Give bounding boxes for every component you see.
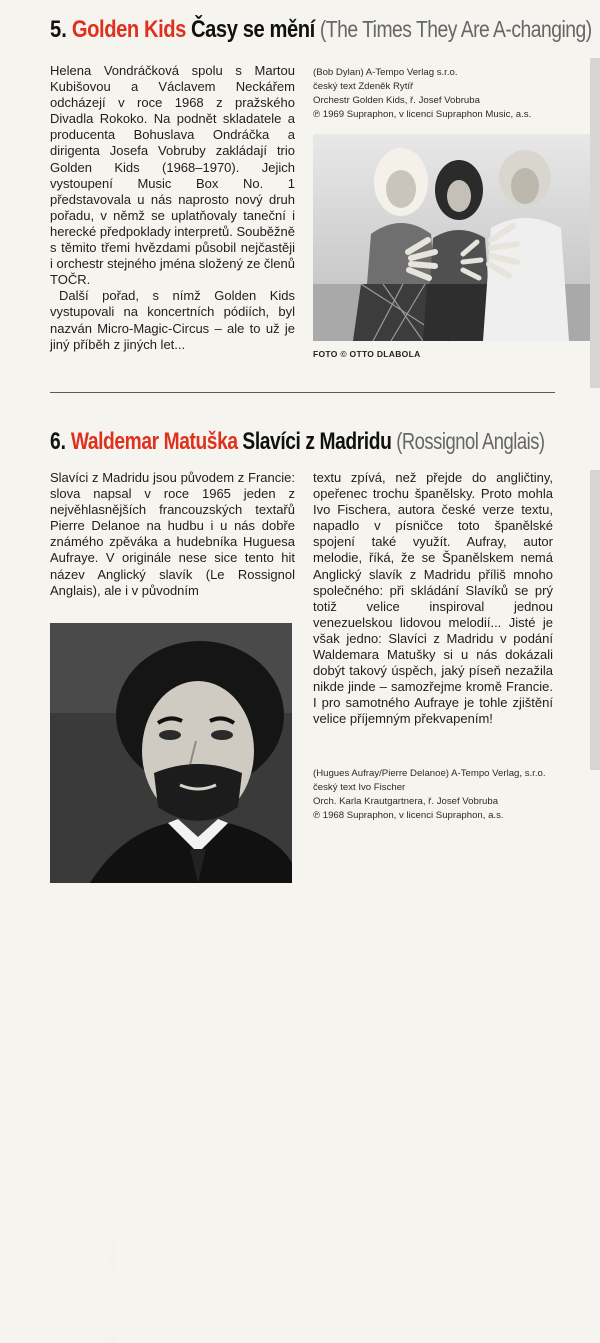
song-title: Časy se mění <box>191 16 315 43</box>
section-6-article-left <box>50 470 295 599</box>
photo-caption-vertical: FOTO © OTTO DLABOLA <box>108 1239 117 1343</box>
paragraph: Další pořad, s nímž Golden Kids vystupovali na koncertních pódiích, byl nazván Micro-Magic-Circus – ale to už je jiný příběh z jiných let... <box>50 288 295 352</box>
section-5-article <box>50 63 295 353</box>
page-edge-bleed <box>590 58 600 388</box>
track-number: 6. <box>50 428 67 455</box>
song-title: Slavíci z Madridu <box>242 428 392 455</box>
section-5-credits <box>313 66 531 122</box>
section-5-heading <box>50 16 592 44</box>
artist-name: Waldemar Matuška <box>70 428 238 455</box>
credit-line: (Bob Dylan) A-Tempo Verlag s.r.o. <box>313 67 458 78</box>
credit-line: ℗ 1968 Supraphon, v licenci Supraphon, a.s. <box>313 810 504 821</box>
credit-line: český text Ivo Fischer <box>313 782 406 793</box>
original-title: (Rossignol Anglais) <box>396 428 545 454</box>
section-divider <box>50 392 555 393</box>
photo-caption: FOTO © OTTO DLABOLA <box>313 349 421 359</box>
waldemar-matuska-photo-image <box>50 623 292 883</box>
golden-kids-photo <box>313 134 600 341</box>
credit-line: český text Zdeněk Rytíř <box>313 81 414 92</box>
artist-name: Golden Kids <box>71 16 186 43</box>
track-number: 5. <box>50 16 67 43</box>
credit-line: Orchestr Golden Kids, ř. Josef Vobruba <box>313 95 480 106</box>
credit-line: ℗ 1969 Supraphon, v licenci Supraphon Music, a.s. <box>313 109 532 120</box>
page-edge-bleed <box>590 470 600 770</box>
waldemar-matuska-photo <box>50 623 292 1343</box>
section-6-article-right <box>313 470 553 728</box>
paragraph: textu zpívá, než přejde do angličtiny, opeřenec trochu španělsky. Proto mohla Ivo Fischera, autora české verze textu, napadlo v písničce toto španělské spojení také využít. Aufray, autor melodie, říká, že se Španělskem nemá Anglický slavík z Madridu příliš mnoho společného: při skládání Slavíků se prý totiž velice inspiroval jednou venezuelskou lidovou melodií... Jisté je však jedno: Slavíci z Madridu v podání Waldemara Matušky si u nás dokázali dobýt takový úspěch, jaký píseň nezažila nikde jinde – samozřejme kromě Francie. I pro samotného Aufraye je tohle zjištění velice příjemným překvapením! <box>313 470 553 727</box>
credit-line: (Hugues Aufray/Pierre Delanoe) A-Tempo Verlag, s.r.o. <box>313 768 546 779</box>
golden-kids-photo-image <box>313 134 600 341</box>
section-6-credits <box>313 767 546 823</box>
paragraph: Slavíci z Madridu jsou původem z Francie: slova napsal v roce 1965 jeden z nejvěhlasnějších francouzských textařů Pierre Delanoe na hudbu i u nás dobře známého zpěváka a hudebníka Huguesa Aufraye. V originále nese sice tento hit název Anglický slavík (Le Rossignol Anglais), ale i v původním <box>50 470 295 598</box>
paragraph: Helena Vondráčková spolu s Martou Kubišovou a Václavem Neckářem odcházejí v roce 1968 z pražského Divadla Rokoko. Na podnět skladatele a producenta Bohuslava Ondráčka a dirigenta Josefa Vobruby zakládají trio Golden Kids (1968–1970). Jejich vystoupení Music Box No. 1 představovala u nás naprosto nový druh pořadu, v němž se uplatňovaly taneční i herecké předpoklady interpretů. Souběžně s těmito třemi hvězdami působil nejčastěji i orchestr stejného jména složený ze členů TOČR. <box>50 63 295 288</box>
original-title: (The Times They Are A-changing) <box>319 16 592 42</box>
credit-line: Orch. Karla Krautgartnera, ř. Josef Vobruba <box>313 796 499 807</box>
section-6-heading <box>50 428 545 456</box>
